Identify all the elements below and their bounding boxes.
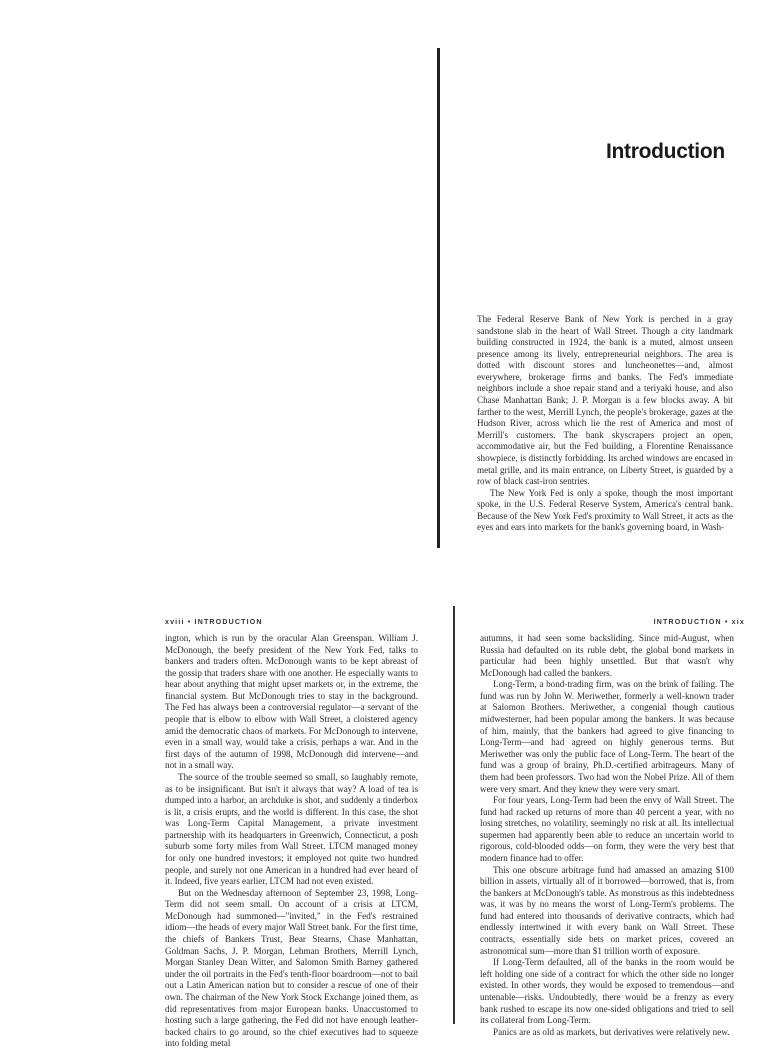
paragraph: autumns, it had seen some backsliding. Since mid-August, when Russia had defaulted on its ruble debt, the global bond markets in particular had been highly unsettled. But that wasn't why McDonough had called the bankers. <box>480 633 734 678</box>
paragraph: For four years, Long-Term had been the envy of Wall Street. The fund had racked up returns of more than 40 percent a year, with no losing stretches, no volatility, seemingly no risk at all. Its intellectual supermen had apparently been able to reduce an uncertain world to rigorous, cold-blooded odds—on form, they were the very best that modern finance had to offer. <box>480 795 734 863</box>
running-head-left: xviii • INTRODUCTION <box>165 619 263 626</box>
page-gutter-line <box>437 48 440 548</box>
paragraph: This one obscure arbitrage fund had amassed an amazing $100 billion in assets, virtually all of it borrowed—borrowed, that is, from the bankers at McDonough's table. As monstrous as this indebtedness was, it was by no means the worst of Long-Term's problems. The fund had entered into thousands of derivative contracts, which had endlessly intertwined it with every bank on Wall Street. These contracts, essentially side bets on market prices, covered an astronomical sum—more than $1 trillion worth of exposure. <box>480 864 734 956</box>
paragraph: If Long-Term defaulted, all of the banks in the room would be left holding one side of a contract for which the other side no longer existed. In other words, they would be exposed to tremendous—and untenable—risks. Undoubtedly, there would be a frenzy as every bank rushed to escape its now one-sided obligations and tried to sell its collateral from Long-Term. <box>480 957 734 1026</box>
page-gutter-line <box>453 606 455 1024</box>
paragraph: Long-Term, a bond-trading firm, was on the brink of failing. The fund was run by John W. Meriwether, formerly a well-known trader at Salomon Brothers. Meriwether, a congenial though cautious midwesterner, had been popular among the bankers. It was because of him, mainly, that the bankers had agreed to give financing to Long-Term—and had agreed on highly generous terms. But Meriwether was only the public face of Long-Term. The heart of the fund was a group of brainy, Ph.D.-certified arbitrageurs. Many of them had been professors. Two had won the Nobel Prize. All of them were very smart. And they knew they were very smart. <box>480 679 734 794</box>
paragraph: ington, which is run by the oracular Alan Greenspan. William J. McDonough, the beefy president of the New York Fed, talks to bankers and traders often. McDonough wants to be kept abreast of the gossip that traders share with one another. He especially wants to hear about anything that might upset markets or, in the extreme, the financial system. But McDonough tries to stay in the background. The Fed has always been a controversial regulator—a servant of the people that is elbow to elbow with Wall Street, a cloistered agency amid the democratic chaos of markets. For McDonough to intervene, even in a small way, would take a crisis, perhaps a war. And in the first days of the autumn of 1998, McDonough did intervene—and not in a small way. <box>165 633 418 771</box>
chapter-title: Introduction <box>606 140 725 163</box>
top-page-text-column <box>477 314 733 534</box>
paragraph: Panics are as old as markets, but derivatives were relatively new. <box>493 1026 730 1037</box>
paragraph: But on the Wednesday afternoon of September 23, 1998, Long-Term did not seem small. On account of a crisis at LTCM, McDonough had summoned—"invited," in the Fed's restrained idiom—the heads of every major Wall Street bank. For the first time, the chiefs of Bankers Trust, Bear Stearns, Chase Manhattan, Goldman Sachs, J. P. Morgan, Lehman Brothers, Merrill Lynch, Morgan Stanley Dean Witter, and Salomon Smith Barney gathered under the oil portraits in the Fed's tenth-floor boardroom—not to bail out a Latin American nation but to consider a rescue of one of their own. The chairman of the New York Stock Exchange joined them, as did representatives from major European banks. Unaccustomed to hosting such a large gathering, the Fed did not have enough leather-backed chairs to go around, so the chief executives had to squeeze into folding metal <box>165 887 418 1049</box>
bottom-spread <box>0 606 768 1049</box>
left-page-text-column <box>165 633 418 1050</box>
paragraph: The Federal Reserve Bank of New York is perched in a gray sandstone slab in the heart of Wall Street. Though a city landmark building constructed in 1924, the bank is a muted, almost unseen presence among its lively, entrepreneurial neighbors. The area is dotted with discount stores and luncheonettes—and, almost everywhere, brokerage firms and banks. The Fed's immediate neighbors include a shoe repair stand and a teriyaki house, and also Chase Manhattan Bank; J. P. Morgan is a few blocks away. A bit farther to the west, Merrill Lynch, the people's brokerage, gazes at the Hudson River, across which lie the rest of America and most of Merrill's customers. The bank skyscrapers project an open, accommodative air, but the Fed building, a Florentine Renaissance showpiece, is distinctly forbidding. Its arched windows are encased in metal grille, and its main entrance, on Liberty Street, is guarded by a row of black cast-iron sentries. <box>477 314 733 487</box>
paragraph: The New York Fed is only a spoke, though the most important spoke, in the U.S. Federal Reserve System, America's central bank. Because of the New York Fed's proximity to Wall Street, it acts as the eyes and ears into markets for the bank's governing board, in Wash- <box>477 487 733 533</box>
running-head-right: INTRODUCTION • xix <box>653 619 745 626</box>
right-page-text-column <box>480 633 734 1038</box>
paragraph: The source of the trouble seemed so small, so laughably remote, as to be insignificant. But isn't it always that way? A load of tea is dumped into a harbor, an archduke is shot, and suddenly a tinderbox is lit, a crisis erupts, and the world is different. In this case, the shot was Long-Term Capital Management, a private investment partnership with its headquarters in Greenwich, Connecticut, a posh suburb some forty miles from Wall Street. LTCM managed money for only one hundred investors; it employed not quite two hundred people, and surely not one American in a hundred had ever heard of it. Indeed, five years earlier, LTCM had not even existed. <box>165 771 418 887</box>
